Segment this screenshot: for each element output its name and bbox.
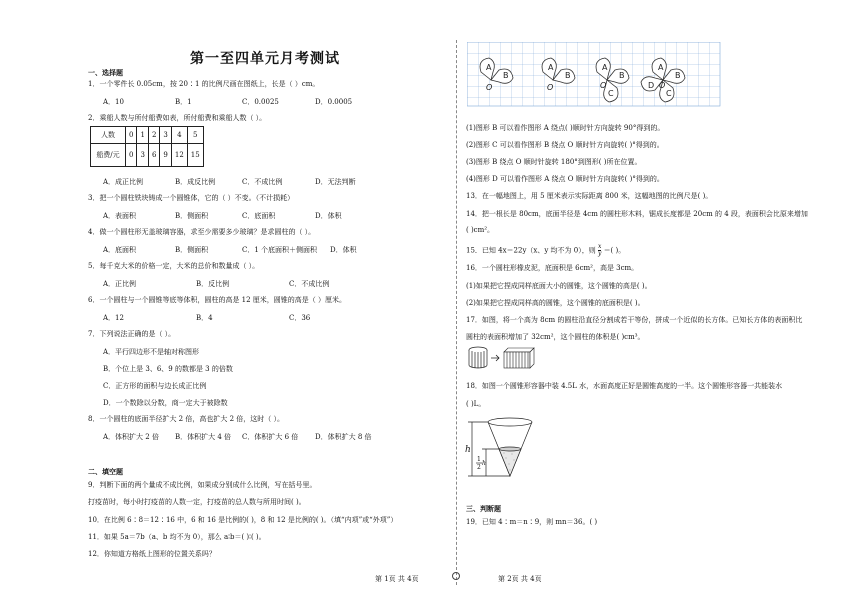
question-7: 7．下列说法正确的是（ ）。 — [88, 330, 176, 338]
rotation-grid-figure — [467, 42, 723, 108]
question-18-line2: ( )L。 — [466, 400, 486, 408]
label-o: O — [486, 83, 493, 92]
label-a: A — [602, 63, 608, 72]
footer-page-right: 第 2页 共 4页 — [498, 575, 542, 583]
q4-option-b: B．侧面积 — [175, 246, 209, 254]
q6-option-c: C．36 — [289, 314, 311, 322]
question-1: 1．一个零件长 0.05cm，按 20∶1 的比例尺画在图纸上，长是（ ）cm。 — [88, 80, 320, 88]
q1-option-a: A．10 — [103, 98, 124, 106]
table-cell: 3 — [137, 144, 148, 167]
q6-option-b: B．4 — [196, 314, 213, 322]
question-10: 10．在比例 6∶8＝12∶16 中，6 和 16 是比例的( )，8 和 12 是比例的( )。（填“内项”或“外项”） — [88, 516, 398, 524]
q2-option-c: C．不成比例 — [242, 178, 283, 186]
question-5: 5．每千克大米的价格一定，大米的总价和数量成（ ）。 — [88, 262, 260, 270]
section-fill-heading: 二、填空题 — [88, 468, 123, 476]
question-17: 17．如图，将一个高为 8cm 的圆柱沿直径分割成若干等份，拼成一个近似的长方体。已知长方体的表面积比 — [466, 316, 803, 324]
q7-option-a: A．平行四边形不是轴对称图形 — [103, 348, 200, 356]
table-cell: 6 — [148, 144, 159, 167]
q7-option-b: B．个位上是 3、6、9 的数都是 3 的倍数 — [103, 365, 233, 373]
table-cell: 12 — [171, 144, 187, 167]
footer-page-left: 第 1页 共 4页 — [375, 575, 419, 583]
label-o: O — [600, 81, 607, 90]
question-13: 13．在一幅地图上，用 5 厘米表示实际距离 800 米，这幅地图的比例尺是( )。 — [466, 192, 713, 200]
q4-option-a: A．底面积 — [103, 246, 137, 254]
q12-part-3: (3)图形 B 绕点 O 顺时针旋转 180°到图形( )所在位置。 — [466, 158, 642, 166]
column-divider — [456, 40, 457, 585]
section-choice-heading: 一、选择题 — [88, 69, 123, 77]
q4-option-d: D．体积 — [330, 246, 357, 254]
q16-part-1: (1)如果把它捏成同样底面大小的圆锥，这个圆锥的高是( )。 — [466, 282, 652, 290]
q5-option-b: B．反比例 — [196, 280, 230, 288]
table-cell: 9 — [160, 144, 171, 167]
q3-option-a: A．表面积 — [103, 212, 137, 220]
half-numerator: 1 — [477, 456, 481, 463]
question-2: 2．乘船人数与所付船费如表，所付船费和乘船人数（ ）。 — [88, 114, 267, 122]
question-14: 14．把一根长是 80cm，底面半径是 4cm 的圆柱形木料，锯成长度都是 20cm 的 4 段，表面积会比原来增加 — [466, 210, 808, 218]
q2-option-a: A．成正比例 — [103, 178, 144, 186]
question-9: 9．判断下面的两个量成不成比例，如果成分别成什么比例，写在括号里。 — [88, 481, 317, 489]
q15-suffix: ＝( )。 — [603, 246, 626, 255]
question-3: 3．把一个圆柱铁块铸成一个圆锥体，它的（ ）不变。（不计损耗） — [88, 194, 295, 202]
question-8: 8．一个圆柱的底面半径扩大 2 倍，高也扩大 2 倍，这时（ ）。 — [88, 415, 284, 423]
q5-option-a: A．正比例 — [103, 280, 137, 288]
question-9-line2: 打疫苗时，每小时打疫苗的人数一定，打疫苗的总人数与所用时间( )。 — [88, 498, 306, 506]
question-4: 4．做一个圆柱形无盖玻璃容器，求至少需要多少玻璃？是求圆柱的（ ）。 — [88, 228, 316, 236]
q15-fraction — [598, 244, 601, 257]
cone-container-figure — [462, 414, 538, 482]
question-18: 18．如图一个圆锥形容器中装 4.5L 水，水面高度正好是圆锥高度的一半。这个圆锥形容器一共能装水 — [466, 382, 783, 390]
section-judge-heading: 三、判断题 — [466, 505, 501, 513]
q12-part-2: (2)图形 C 可以看作图形 B 绕点 O 顺时针方向旋转( )°得到的。 — [466, 141, 664, 149]
q12-part-1: (1)图形 B 可以看作图形 A 绕点( )顺时针方向旋转 90°得到的。 — [466, 124, 665, 132]
question-16: 16．一个圆柱形橡皮泥，底面积是 6cm²，高是 3cm。 — [466, 264, 639, 272]
question-14-line2: ( )cm²。 — [466, 226, 495, 234]
page-title: 第一至四单元月考测试 — [190, 51, 340, 67]
table-row — [91, 144, 204, 167]
half-denominator: 2 — [477, 464, 481, 471]
q3-option-c: C．底面积 — [242, 212, 276, 220]
label-c: C — [608, 89, 614, 98]
question-12: 12．你知道方格纸上图形的位置关系吗？ — [88, 550, 216, 558]
label-d: D — [648, 81, 655, 90]
label-o: O — [659, 81, 666, 90]
label-c: C — [666, 89, 672, 98]
height-label: h — [465, 445, 471, 455]
table-cell: 4 — [171, 127, 187, 144]
q15-numerator: x — [597, 243, 602, 250]
table-cell: 船费/元 — [91, 144, 126, 167]
q15-denominator: y — [597, 250, 602, 257]
half-height-label: h — [482, 460, 486, 467]
question-19: 19．已知 4∶m＝n∶9，则 mn＝36。( ) — [466, 518, 598, 526]
label-b: B — [675, 71, 681, 80]
q15-prefix: 15．已知 4x＝22y（x、y 均不为 0），则 — [466, 246, 596, 255]
table-cell: 0 — [126, 144, 137, 167]
label-a: A — [486, 63, 492, 72]
table-cell: 1 — [137, 127, 148, 144]
table-cell: 5 — [187, 127, 203, 144]
q6-option-a: A．12 — [103, 314, 124, 322]
label-b: B — [565, 71, 571, 80]
q8-option-d: D．体积扩大 8 倍 — [315, 433, 372, 441]
q3-option-b: B．侧面积 — [175, 212, 209, 220]
question-6: 6．一个圆柱与一个圆锥等底等体积，圆柱的高是 12 厘米，圆锥的高是（ ）厘米。 — [88, 296, 347, 304]
q8-option-a: A．体积扩大 2 倍 — [103, 433, 159, 441]
fare-table — [90, 126, 204, 167]
table-row — [91, 127, 204, 144]
q1-option-d: D．0.0005 — [315, 98, 353, 106]
table-cell: 2 — [148, 127, 159, 144]
table-cell: 人数 — [91, 127, 126, 144]
label-a: A — [548, 63, 554, 72]
q5-option-c: C．不成比例 — [289, 280, 330, 288]
q2-option-b: B．成反比例 — [175, 178, 216, 186]
label-o: O — [547, 83, 554, 92]
question-15 — [466, 244, 625, 257]
q16-part-2: (2)如果把它捏成同样高的圆锥，这个圆锥的底面积是( )。 — [466, 299, 645, 307]
label-b: B — [503, 71, 509, 80]
q12-part-4: (4)图形 D 可以看作图形 A 绕点 O 顺时针方向旋转( )°得到的。 — [466, 175, 664, 183]
cylinder-to-cuboid-figure — [466, 346, 538, 370]
q8-option-c: C．体积扩大 6 倍 — [242, 433, 299, 441]
q3-option-d: D．体积 — [315, 212, 342, 220]
q1-option-c: C．0.0025 — [242, 98, 279, 106]
label-b: B — [619, 71, 625, 80]
q7-option-d: D．一个数除以分数，商一定大于被除数 — [103, 399, 228, 407]
q4-option-c: C．1 个底面积＋侧面积 — [242, 246, 318, 254]
question-11: 11．如果 5a＝7b（a、b 均不为 0），那么 a∶b＝( )∶( )。 — [88, 533, 266, 541]
label-a: A — [658, 63, 664, 72]
table-cell: 3 — [160, 127, 171, 144]
footer-circle-icon — [452, 572, 460, 580]
q8-option-b: B．体积扩大 4 倍 — [175, 433, 232, 441]
question-17-line2: 圆柱的表面积增加了 32cm²，这个圆柱的体积是( )cm³。 — [466, 333, 645, 341]
table-cell: 0 — [126, 127, 137, 144]
table-cell: 15 — [187, 144, 203, 167]
q7-option-c: C．正方形的面积与边长成正比例 — [103, 382, 207, 390]
q1-option-b: B．1 — [175, 98, 192, 106]
q2-option-d: D．无法判断 — [315, 178, 356, 186]
